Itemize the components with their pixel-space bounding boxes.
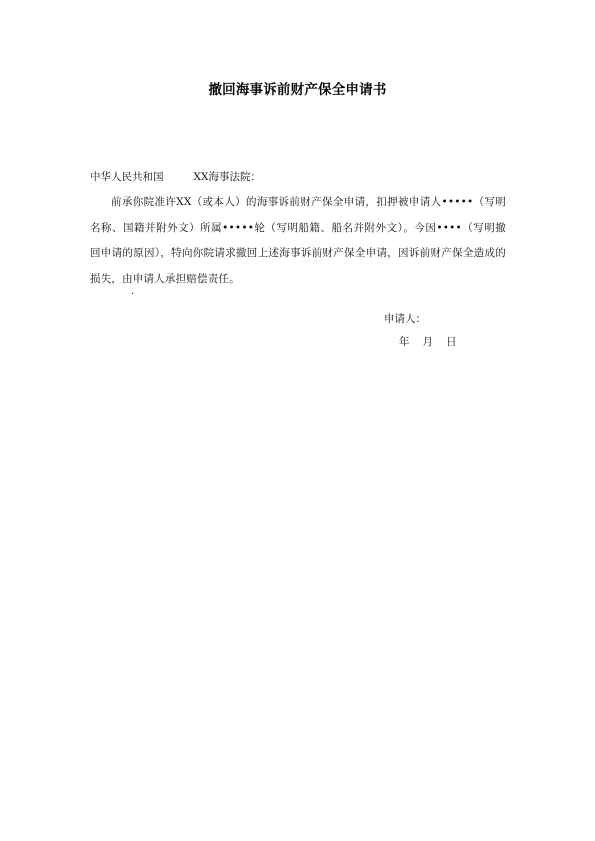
- date-month: 月: [422, 336, 433, 348]
- body-paragraph: 前承你院准许XX（或本人）的海事诉前财产保全申请，扣押被申请人•••••（写明名称、国籍并附外文）所属•••••轮（写明船籍、船名并附外文）。今因••••（写明撤回申请的原因），特向你院请求撤回上述海事诉前财产保全申请，因诉前财产保全造成的损失，由申请人承担赔偿责任。: [90, 196, 506, 285]
- applicant-label: 申请人：: [384, 313, 426, 325]
- document-title: 撤回海事诉前财产保全申请书: [208, 82, 387, 98]
- date-day: 日: [446, 336, 457, 348]
- date-line: [399, 334, 470, 349]
- salutation: [90, 169, 261, 184]
- salutation-court: XX海事法院：: [193, 171, 261, 183]
- date-year: 年: [399, 336, 410, 348]
- stray-mark: .: [131, 286, 135, 297]
- salutation-prefix: 中华人民共和国: [90, 171, 164, 183]
